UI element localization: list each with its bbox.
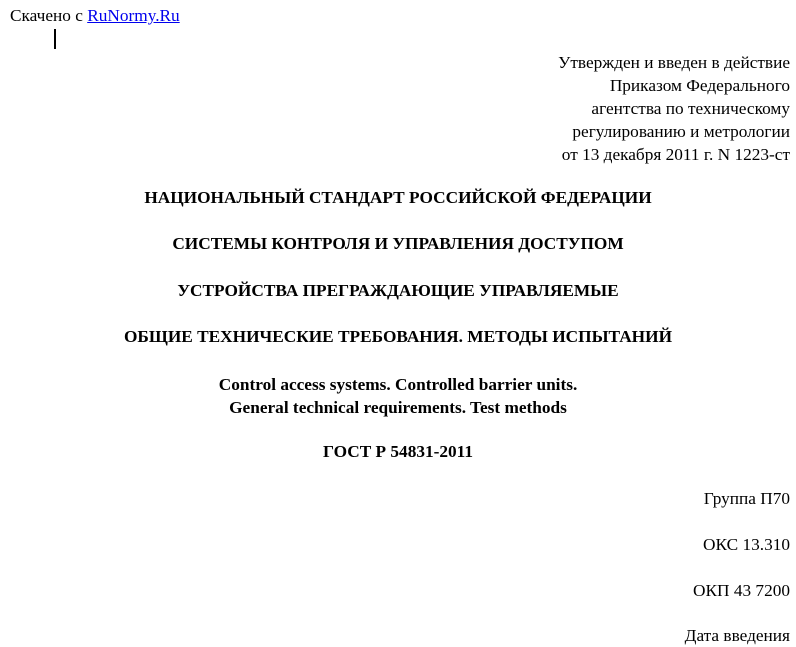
approval-line: Приказом Федерального: [609, 76, 790, 95]
approval-line: регулированию и метрологии: [572, 122, 790, 141]
okp-code: ОКП 43 7200: [693, 581, 790, 600]
group-code: Группа П70: [703, 489, 790, 508]
systems-heading: СИСТЕМЫ КОНТРОЛЯ И УПРАВЛЕНИЯ ДОСТУПОМ: [172, 234, 624, 253]
approval-line: Утвержден и введен в действие: [558, 53, 790, 72]
source-prefix: Скачено с: [10, 6, 88, 25]
approval-line: от 13 декабря 2011 г. N 1223-ст: [561, 145, 790, 164]
oks-code: ОКС 13.310: [703, 535, 790, 554]
approval-block: [558, 51, 790, 166]
devices-heading: УСТРОЙСТВА ПРЕГРАЖДАЮЩИЕ УПРАВЛЯЕМЫЕ: [177, 281, 619, 300]
national-standard-heading: НАЦИОНАЛЬНЫЙ СТАНДАРТ РОССИЙСКОЙ ФЕДЕРАЦИИ: [144, 188, 652, 207]
text-cursor: [54, 29, 56, 49]
source-link[interactable]: RuNormy.Ru: [87, 6, 180, 25]
intro-date-label: Дата введения: [684, 626, 790, 645]
gost-number: ГОСТ Р 54831-2011: [323, 442, 473, 461]
source-line: [10, 6, 180, 26]
approval-line: агентства по техническому: [591, 99, 790, 118]
english-title: [0, 373, 796, 419]
english-title-line: Control access systems. Controlled barrier units.: [218, 375, 578, 394]
requirements-heading: ОБЩИЕ ТЕХНИЧЕСКИЕ ТРЕБОВАНИЯ. МЕТОДЫ ИСПЫТАНИЙ: [123, 327, 673, 346]
english-title-line: General technical requirements. Test methods: [229, 398, 567, 417]
